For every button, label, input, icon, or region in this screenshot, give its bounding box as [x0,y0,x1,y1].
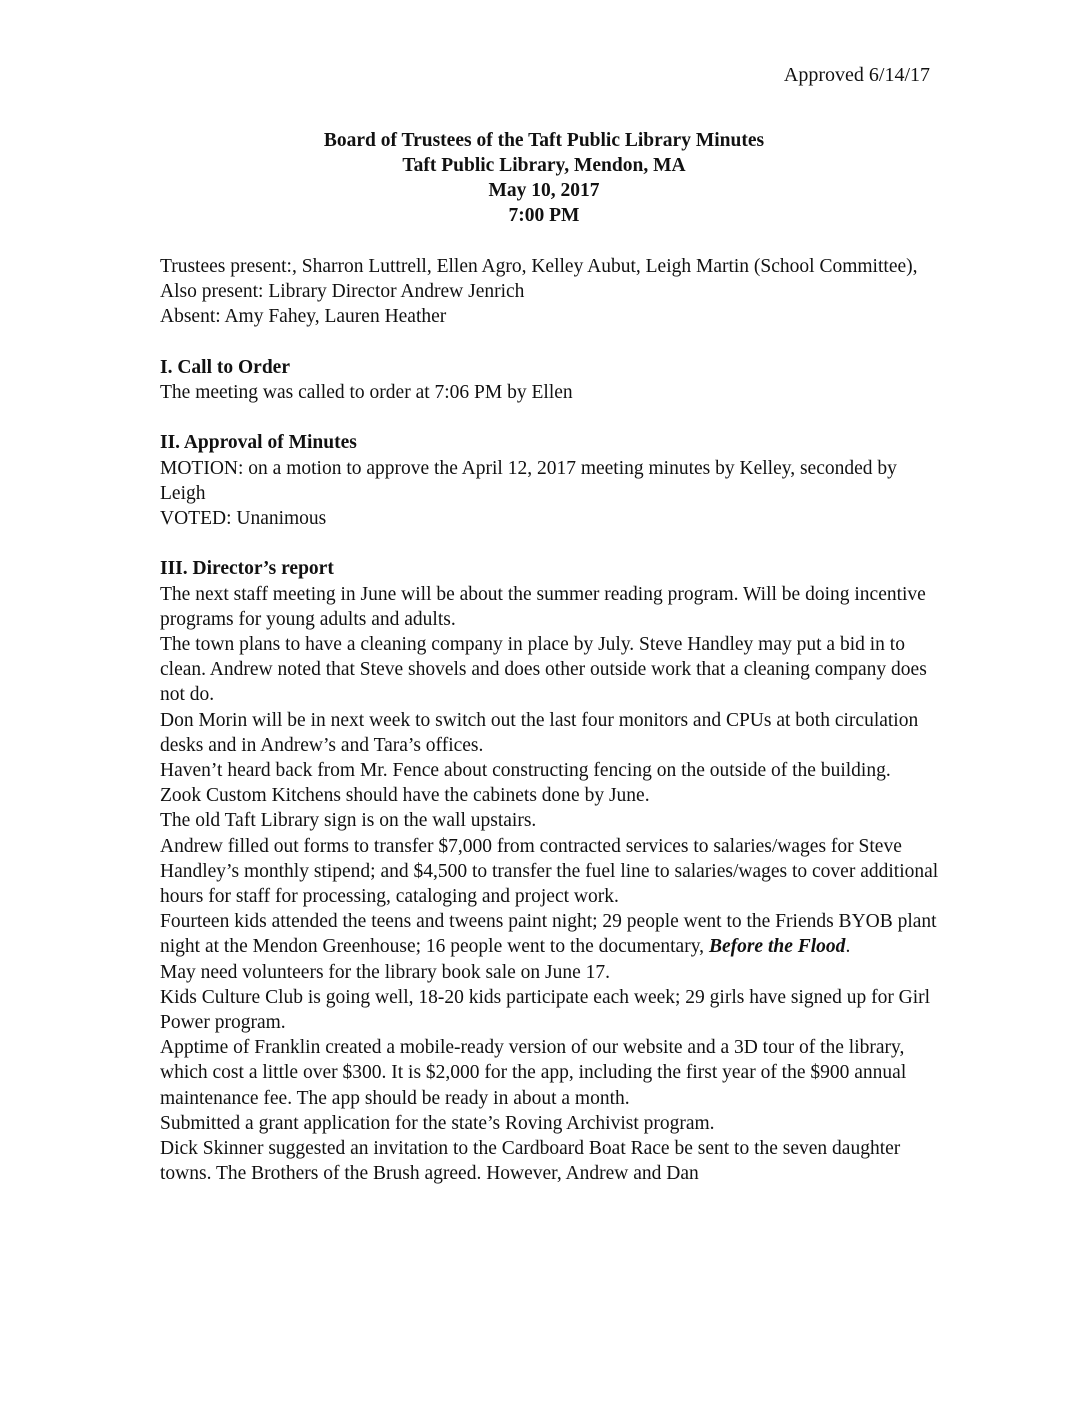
approved-stamp: Approved 6/14/17 [783,64,930,86]
report-text: . [845,936,851,958]
approval-motion: MOTION: on a motion to approve the April 12, 2017 meeting minutes by Kelley, seconded by Leigh [160,457,897,504]
also-present: Also present: Library Director Andrew Jenrich [160,281,525,303]
documentary-title: Before the Flood [708,936,846,958]
meeting-location: Taft Public Library, Mendon, MA [402,155,686,176]
report-paragraph: The old Taft Library sign is on the wall upstairs. [160,810,537,832]
report-paragraph: The town plans to have a cleaning company in place by July. Steve Handley may put a bid in to clean. Andrew noted that Steve shovels and does other outside work that a cleaning company does not do. [160,634,927,706]
trustees-present: Trustees present:, Sharron Luttrell, Ellen Agro, Kelley Aubut, Leigh Martin (School Committee), [160,256,918,277]
report-paragraph: Zook Custom Kitchens should have the cabinets done by June. [160,785,650,807]
report-paragraph: The next staff meeting in June will be about the summer reading program. Will be doing incentive programs for young adults and adults. [160,583,926,630]
document-title: Board of Trustees of the Taft Public Library Minutes [323,130,765,151]
absent-list: Absent: Amy Fahey, Lauren Heather [160,306,447,328]
report-paragraph: Apptime of Franklin created a mobile-ready version of our website and a 3D tour of the library, which cost a little over $300. It is $2,000 for the app, including the first year of the $900 annual maintenance fee. The app should be ready in about a month. [160,1037,907,1109]
report-text: Fourteen kids attended the teens and tweens paint night; 29 people went to the Friends BYOB plant night at the Mendon Greenhouse; 16 people went to the documentary, [160,911,937,958]
report-paragraph: Dick Skinner suggested an invitation to the Cardboard Boat Race be sent to the seven daughter towns. The Brothers of the Brush agreed. However, Andrew and Dan [160,1138,901,1185]
call-to-order-text: The meeting was called to order at 7:06 PM by Ellen [160,382,573,403]
section-heading-call-to-order: I. Call to Order [160,356,290,378]
section-heading-directors-report: III. Director’s report [160,558,334,580]
approval-vote: VOTED: Unanimous [160,508,327,529]
meeting-date: May 10, 2017 [488,180,600,201]
report-paragraph: Don Morin will be in next week to switch out the last four monitors and CPUs at both circulation desks and in Andrew’s and Tara’s offices. [160,709,919,756]
report-paragraph: May need volunteers for the library book sale on June 17. [160,961,611,983]
spacer [160,531,940,556]
report-paragraph [160,909,940,959]
spacer [160,405,940,430]
spacer [160,330,940,355]
report-paragraph: Kids Culture Club is going well, 18-20 kids participate each week; 29 girls have signed up for Girl Power program. [160,986,931,1034]
meeting-time: 7:00 PM [508,205,580,226]
report-paragraph: Haven’t heard back from Mr. Fence about constructing fencing on the outside of the building. [160,760,891,782]
document-body [160,254,940,1186]
report-paragraph: Andrew filled out forms to transfer $7,000 from contracted services to salaries/wages for Steve Handley’s monthly stipend; and $4,500 to transfer the fuel line to salaries/wages to cover additional hours for staff for processing, cataloging and project work. [160,835,939,908]
document-header [0,128,1088,228]
report-paragraph: Submitted a grant application for the state’s Roving Archivist program. [160,1112,715,1134]
section-heading-approval: II. Approval of Minutes [160,432,357,454]
